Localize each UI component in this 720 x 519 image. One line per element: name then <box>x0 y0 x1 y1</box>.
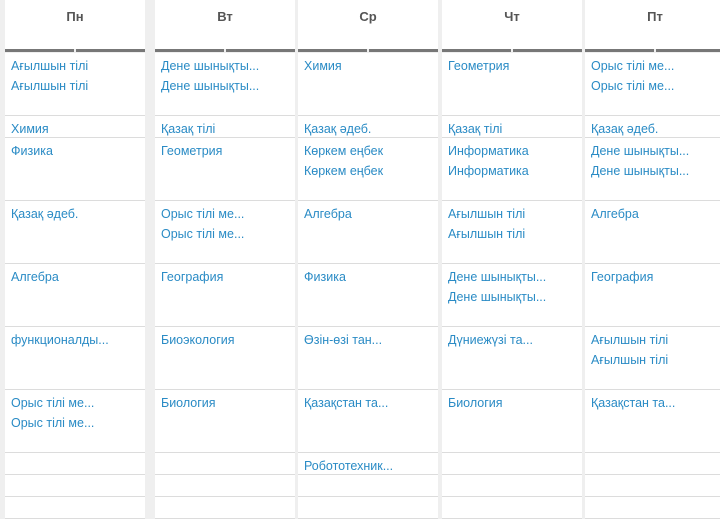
lesson-slot[interactable] <box>442 327 582 390</box>
lesson-slot[interactable] <box>5 53 145 116</box>
day-column <box>442 0 582 516</box>
lesson-link[interactable]: Орыс тілі ме... <box>591 59 675 73</box>
lesson-link[interactable]: Алгебра <box>304 207 352 221</box>
lesson-slot[interactable] <box>298 390 438 453</box>
lesson-slot[interactable] <box>442 138 582 201</box>
subgroup-bar <box>513 49 582 52</box>
lesson-slot[interactable] <box>298 201 438 264</box>
lesson-slots <box>155 53 295 519</box>
lesson-slot[interactable] <box>155 390 295 453</box>
lesson-slot[interactable] <box>442 116 582 138</box>
day-column <box>585 0 720 516</box>
day-header: Пн <box>5 0 145 34</box>
lesson-link[interactable]: Алгебра <box>591 207 639 221</box>
subgroup-bar <box>585 49 654 52</box>
lesson-link[interactable]: Орыс тілі ме... <box>161 227 245 241</box>
day-column <box>155 0 295 516</box>
lesson-slots <box>5 53 145 519</box>
lesson-link[interactable]: Өзін-өзі тан... <box>304 333 383 347</box>
header-spacer <box>155 34 295 49</box>
lesson-slot <box>155 453 295 475</box>
lesson-slots <box>585 53 720 519</box>
lesson-slot[interactable] <box>155 138 295 201</box>
lesson-slot <box>442 453 582 475</box>
lesson-slot[interactable] <box>298 138 438 201</box>
lesson-slot[interactable] <box>5 201 145 264</box>
lesson-link[interactable]: Ағылшын тілі <box>591 333 669 347</box>
lesson-link[interactable]: Қазақ әдеб. <box>591 122 659 136</box>
lesson-slot[interactable] <box>585 264 720 327</box>
lesson-link[interactable]: Дене шынықты... <box>591 144 690 158</box>
lesson-link[interactable]: Ағылшын тілі <box>448 227 526 241</box>
header-spacer <box>5 34 145 49</box>
lesson-slot[interactable] <box>298 53 438 116</box>
day-header: Вт <box>155 0 295 34</box>
lesson-slot[interactable] <box>298 453 438 475</box>
day-column <box>5 0 145 516</box>
lesson-slot[interactable] <box>442 201 582 264</box>
subgroup-bar <box>5 49 74 52</box>
lesson-slot[interactable] <box>585 138 720 201</box>
lesson-slot <box>585 475 720 497</box>
lesson-link[interactable]: Қазақ әдеб. <box>304 122 372 136</box>
lesson-link[interactable]: Ағылшын тілі <box>591 353 669 367</box>
lesson-slot[interactable] <box>585 390 720 453</box>
lesson-slot[interactable] <box>5 264 145 327</box>
lesson-link[interactable]: Дене шынықты... <box>448 270 547 284</box>
lesson-link[interactable]: Орыс тілі ме... <box>591 79 675 93</box>
lesson-slot[interactable] <box>298 327 438 390</box>
lesson-slot[interactable] <box>585 53 720 116</box>
lesson-link[interactable]: Ағылшын тілі <box>11 59 89 73</box>
subgroup-bar <box>155 49 224 52</box>
lesson-link[interactable]: Дене шынықты... <box>448 290 547 304</box>
lesson-slot[interactable] <box>155 327 295 390</box>
lesson-slot[interactable] <box>585 327 720 390</box>
day-column <box>298 0 438 516</box>
lesson-link[interactable]: Биоэкология <box>161 333 235 347</box>
lesson-slots <box>442 53 582 519</box>
lesson-slot[interactable] <box>155 201 295 264</box>
lesson-link[interactable]: Қазақстан та... <box>591 396 676 410</box>
lesson-slot <box>298 475 438 497</box>
lesson-link[interactable]: Ағылшын тілі <box>11 79 89 93</box>
subgroup-bar <box>369 49 438 52</box>
lesson-link[interactable]: Информатика <box>448 164 529 178</box>
lesson-slot[interactable] <box>5 116 145 138</box>
subgroup-bar <box>298 49 367 52</box>
lesson-link[interactable]: Қазақ тілі <box>161 122 216 136</box>
lesson-link[interactable]: Алгебра <box>11 270 59 284</box>
lesson-link[interactable]: Биология <box>161 396 216 410</box>
lesson-slot[interactable] <box>5 390 145 453</box>
lesson-link[interactable]: Биология <box>448 396 503 410</box>
lesson-link[interactable]: Физика <box>304 270 346 284</box>
header-spacer <box>585 34 720 49</box>
lesson-link[interactable]: Дене шынықты... <box>161 59 260 73</box>
subgroup-bar <box>442 49 511 52</box>
lesson-slot <box>585 453 720 475</box>
subgroup-bar <box>226 49 295 52</box>
subgroup-bar <box>76 49 145 52</box>
lesson-link[interactable]: Геометрия <box>448 59 510 73</box>
lesson-link[interactable]: География <box>161 270 224 284</box>
lesson-link[interactable]: Көркем еңбек <box>304 144 384 158</box>
lesson-slot[interactable] <box>5 138 145 201</box>
subgroup-bar <box>656 49 720 52</box>
day-header: Пт <box>585 0 720 34</box>
lesson-slot[interactable] <box>585 116 720 138</box>
header-spacer <box>442 34 582 49</box>
lesson-link[interactable]: Химия <box>304 59 342 73</box>
lesson-link[interactable]: Информатика <box>448 144 529 158</box>
lesson-slot[interactable] <box>585 201 720 264</box>
lesson-link[interactable]: География <box>591 270 654 284</box>
lesson-link[interactable]: Робототехник... <box>304 459 394 473</box>
lesson-slot[interactable] <box>442 390 582 453</box>
lesson-link[interactable]: Қазақ әдеб. <box>11 207 79 221</box>
lesson-slot <box>442 475 582 497</box>
lesson-link[interactable]: Дене шынықты... <box>161 79 260 93</box>
lesson-link[interactable]: Дүниежүзі та... <box>448 333 533 347</box>
lesson-slot <box>5 453 145 475</box>
lesson-link[interactable]: Орыс тілі ме... <box>11 396 95 410</box>
lesson-link[interactable]: Ағылшын тілі <box>448 207 526 221</box>
lesson-slots <box>298 53 438 519</box>
lesson-slot[interactable] <box>5 327 145 390</box>
lesson-link[interactable]: функционалды... <box>11 333 109 347</box>
lesson-link[interactable]: Дене шынықты... <box>591 164 690 178</box>
lesson-link[interactable]: Көркем еңбек <box>304 164 384 178</box>
lesson-link[interactable]: Физика <box>11 144 53 158</box>
lesson-link[interactable]: Геометрия <box>161 144 223 158</box>
lesson-link[interactable]: Қазақ тілі <box>448 122 503 136</box>
lesson-link[interactable]: Қазақстан та... <box>304 396 389 410</box>
day-header: Чт <box>442 0 582 34</box>
lesson-slot[interactable] <box>442 264 582 327</box>
lesson-slot <box>5 475 145 497</box>
lesson-link[interactable]: Орыс тілі ме... <box>11 416 95 430</box>
day-header: Ср <box>298 0 438 34</box>
lesson-slot[interactable] <box>155 264 295 327</box>
lesson-link[interactable]: Химия <box>11 122 49 136</box>
lesson-slot[interactable] <box>155 53 295 116</box>
lesson-slot[interactable] <box>442 53 582 116</box>
lesson-slot <box>155 475 295 497</box>
lesson-link[interactable]: Орыс тілі ме... <box>161 207 245 221</box>
lesson-slot[interactable] <box>298 264 438 327</box>
lesson-slot[interactable] <box>155 116 295 138</box>
header-spacer <box>298 34 438 49</box>
lesson-slot[interactable] <box>298 116 438 138</box>
